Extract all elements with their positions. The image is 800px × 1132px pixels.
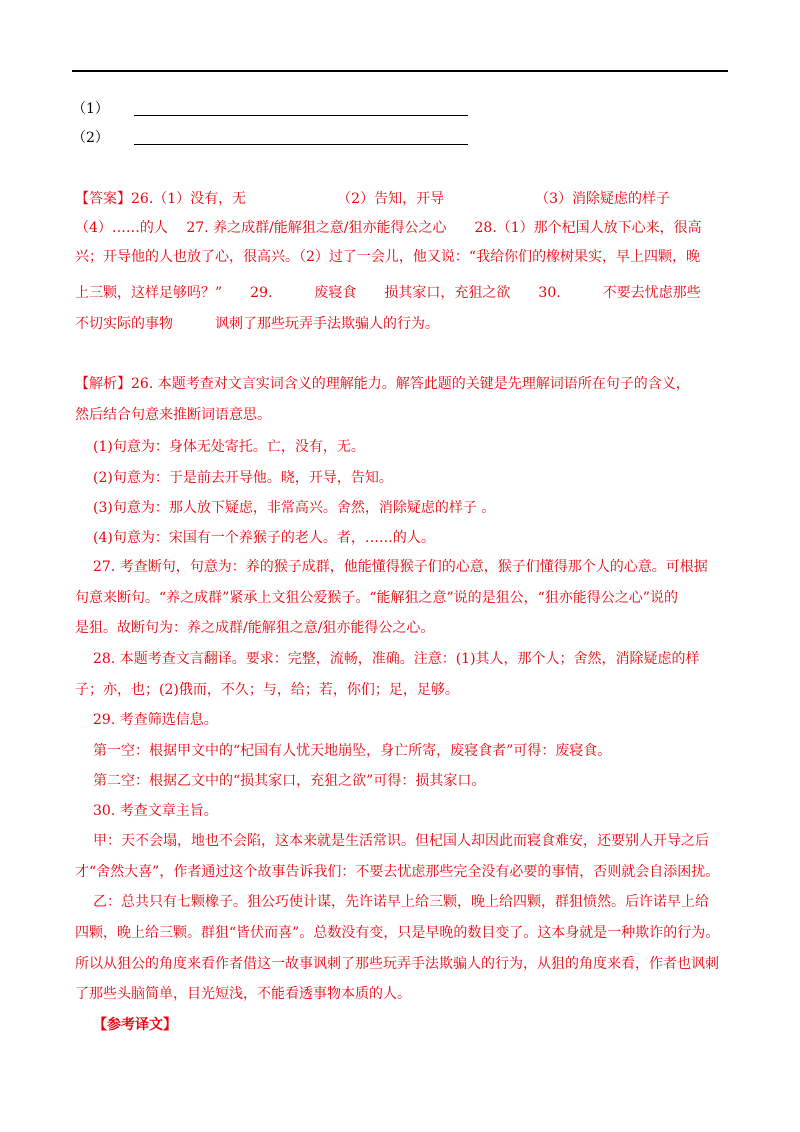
blank-underline (134, 115, 468, 116)
analysis-line: 然后结合句意来推断词语意思。 (75, 407, 271, 423)
analysis-line: 第二空：根据乙文中的“损其家口，充狙之欲”可得：损其家口。 (93, 773, 486, 789)
analysis-line: 子；亦，也；(2)俄而，不久；与，给；若，你们；足，足够。 (75, 682, 459, 698)
answer-line: 不切实际的事物 讽刺了那些玩弄手法欺骗人的行为。 (75, 316, 439, 332)
analysis-line: 了那些头脑简单，目光短浅，不能看透事物本质的人。 (75, 986, 411, 1002)
header-rule (72, 70, 728, 72)
analysis-line: 是狙。故断句为：养之成群/能解狙之意/狙亦能得公之心。 (75, 620, 435, 636)
analysis-line: (4)句意为：宋国有一个养猴子的老人。者，……的人。 (93, 530, 435, 546)
blank-line-1 (72, 99, 132, 119)
answer-line: 上三颗，这样足够吗？” 29. 废寝食 损其家口，充狙之欲 30. 不要去忧虑那些 (75, 285, 701, 301)
analysis-line: 第一空：根据甲文中的“杞国有人忧天地崩坠，身亡所寄，废寝食者”可得：废寝食。 (93, 743, 612, 759)
analysis-line: 句意来断句。“养之成群”紧承上文狙公爱猴子。“能解狙之意”说的是狙公，“狙亦能得公之心”说的 (75, 590, 678, 606)
answer-line: 【答案】26.（1）没有，无 （2）告知，开导 （3）消除疑虑的样子 (75, 191, 670, 207)
analysis-line: 甲：天不会塌，地也不会陷，这本来就是生活常识。但杞国人却因此而寝食难安，还要别人开导之后 (93, 833, 709, 849)
blank-underline (134, 144, 468, 145)
blank-line-2 (72, 128, 132, 148)
blank-label: （2） (72, 130, 109, 146)
answer-line: （4）……的人 27. 养之成群/能解狙之意/狙亦能得公之心 28.（1）那个杞国人放下心来，很高 (75, 220, 702, 236)
analysis-line: (2)句意为：于是前去开导他。晓，开导，告知。 (93, 470, 393, 486)
analysis-line: 乙：总共只有七颗橡子。狙公巧使计谋，先许诺早上给三颗，晚上给四颗，群狙愤然。后许诺早上给 (93, 894, 709, 910)
analysis-line: 【解析】26. 本题考查对文言实词含义的理解能力。解答此题的关键是先理解词语所在句子的含义， (75, 376, 690, 392)
answer-line: 兴；开导他的人也放了心，很高兴。（2）过了一会儿，他又说：“我给你们的橡树果实，早上四颗，晚 (75, 249, 701, 265)
translation-heading: 【参考译文】 (93, 1017, 177, 1033)
analysis-line: 30. 考查文章主旨。 (93, 803, 218, 819)
analysis-line: (3)句意为：那人放下疑虑，非常高兴。舍然，消除疑虑的样子 。 (93, 500, 496, 516)
analysis-line: 所以从狙公的角度来看作者借这一故事讽刺了那些玩弄手法欺骗人的行为，从狙的角度来看，作者也讽刺 (75, 956, 719, 972)
analysis-line: 28. 本题考查文言翻译。要求：完整，流畅，准确。注意：(1)其人，那个人；舍然，消除疑虑的样 (93, 651, 700, 667)
analysis-line: 四颗，晚上给三颗。群狙“皆伏而喜”。总数没有变，只是早晚的数目变了。这本身就是一种欺诈的行为。 (75, 925, 720, 941)
analysis-line: 29. 考查筛选信息。 (93, 712, 218, 728)
analysis-line: (1)句意为：身体无处寄托。亡，没有，无。 (93, 439, 365, 455)
analysis-line: 才“舍然大喜”，作者通过这个故事告诉我们：不要去忧虑那些完全没有必要的事情，否则就会自添困扰。 (75, 864, 720, 880)
blank-label: （1） (72, 101, 109, 117)
analysis-line: 27. 考查断句，句意为：养的猴子成群，他能懂得猴子们的心意，猴子们懂得那个人的心意。可根据 (93, 559, 708, 575)
